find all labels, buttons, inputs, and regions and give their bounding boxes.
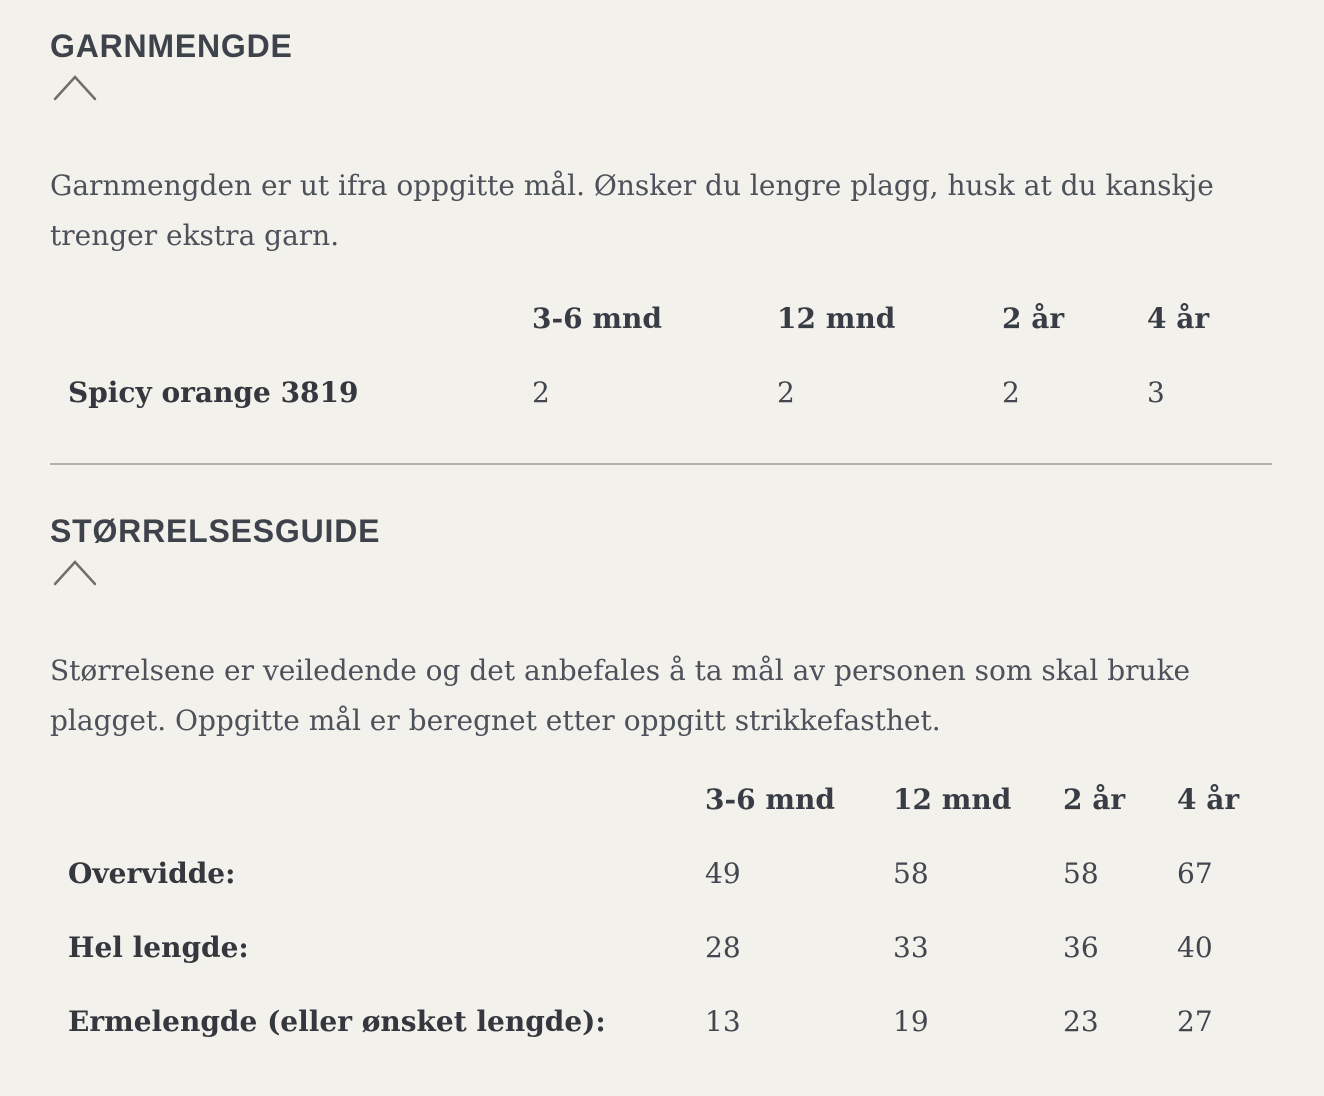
collapse-section-button[interactable] [52, 558, 98, 586]
section-divider [50, 463, 1272, 465]
table-cell: 49 [705, 856, 741, 890]
table-row [68, 836, 1272, 910]
yarn-amount-table [68, 281, 1272, 429]
measure-label: Ermelengde (eller ønsket lengde): [68, 1004, 606, 1038]
column-header: 4 år [1147, 301, 1210, 335]
column-header: 12 mnd [777, 301, 896, 335]
table-cell: 36 [1063, 930, 1099, 964]
chevron-up-icon [52, 558, 98, 586]
table-row [68, 910, 1272, 984]
yarn-color-label: Spicy orange 3819 [68, 375, 359, 409]
column-header: 4 år [1177, 782, 1240, 816]
table-cell: 13 [705, 1004, 741, 1038]
table-cell: 58 [893, 856, 929, 890]
column-header: 3-6 mnd [532, 301, 662, 335]
table-row [68, 355, 1272, 429]
corner-cell [68, 281, 532, 355]
chevron-up-icon [52, 73, 98, 101]
table-header-row [68, 281, 1272, 355]
section-description: Størrelsene er veiledende og det anbefales å ta mål av personen som skal bruke plagget. Oppgitte mål er beregnet etter oppgitt strikkefasthet. [50, 654, 1191, 737]
table-cell: 19 [893, 1004, 929, 1038]
column-header: 12 mnd [893, 782, 1012, 816]
collapse-section-button[interactable] [52, 73, 98, 101]
table-cell: 58 [1063, 856, 1099, 890]
column-header: 3-6 mnd [705, 782, 835, 816]
table-cell: 2 [777, 375, 795, 409]
table-cell: 2 [532, 375, 550, 409]
column-header: 2 år [1063, 782, 1126, 816]
table-cell: 40 [1177, 930, 1213, 964]
table-cell: 3 [1147, 375, 1165, 409]
table-cell: 28 [705, 930, 741, 964]
table-cell: 23 [1063, 1004, 1099, 1038]
measure-label: Hel lengde: [68, 930, 249, 964]
table-cell: 2 [1002, 375, 1020, 409]
table-cell: 33 [893, 930, 929, 964]
section-storrelsesguide [50, 515, 1272, 1058]
section-title-garnmengde: GARNMENGDE [50, 28, 293, 64]
section-description: Garnmengden er ut ifra oppgitte mål. Ønsker du lengre plagg, husk at du kanskje trenger ekstra garn. [50, 169, 1214, 252]
measure-label: Overvidde: [68, 856, 236, 890]
table-cell: 27 [1177, 1004, 1213, 1038]
section-title-storrelsesguide: STØRRELSESGUIDE [50, 513, 381, 549]
column-header: 2 år [1002, 301, 1065, 335]
section-garnmengde [50, 30, 1272, 429]
size-guide-table [68, 762, 1272, 1058]
corner-cell [68, 762, 705, 836]
table-header-row [68, 762, 1272, 836]
table-row [68, 984, 1272, 1058]
table-cell: 67 [1177, 856, 1213, 890]
